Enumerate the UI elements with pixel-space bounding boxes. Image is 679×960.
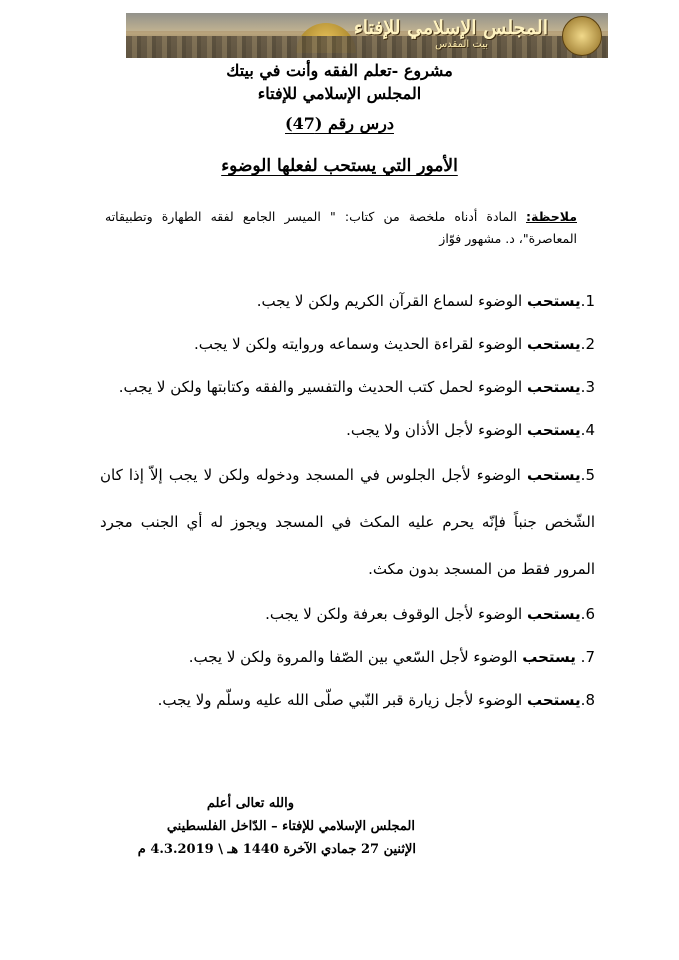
item-number: 8. <box>580 691 595 709</box>
lesson-number-wrap <box>0 114 679 134</box>
banner-subtitle: بيت المقدس <box>435 39 488 50</box>
list-item <box>100 593 595 636</box>
list-item <box>100 679 595 722</box>
item-keyword: يستحب <box>526 378 581 396</box>
item-text: الوضوء لسماع القرآن الكريم ولكن لا يجب. <box>256 292 527 310</box>
item-text: الوضوء لأجل السّعي بين الصّفا والمروة ولكن لا يجب. <box>188 648 523 666</box>
item-keyword: يستحب <box>522 648 576 666</box>
list-item <box>100 452 595 593</box>
list-item <box>100 280 595 323</box>
project-title: مشروع -تعلم الفقه وأنت في بيتك <box>226 61 453 80</box>
footer-date: الإثنين 27 جمادي الآخرة 1440 هـ \ 4.3.2019 م <box>137 842 416 857</box>
list-item <box>100 409 595 452</box>
item-number: 5. <box>580 466 595 484</box>
item-text: الوضوء لحمل كتب الحديث والتفسير والفقه وكتابتها ولكن لا يجب. <box>118 378 527 396</box>
item-number: 2. <box>580 335 595 353</box>
jerusalem-skyline-image <box>126 36 608 58</box>
item-text: الوضوء لأجل الجلوس في المسجد ودخوله ولكن لا يجب إلاّ إذا كان الشّخص جنباً فإنّه يحرم عليه المكث في المسجد ويجوز له أي الجنب مجرد المرور فقط من المسجد بدون مكث. <box>100 466 595 578</box>
banner-title: المجلس الإسلامي للإفتاء <box>353 17 548 39</box>
header-banner <box>126 13 608 58</box>
council-logo-icon <box>562 16 602 56</box>
item-keyword: يستحب <box>526 421 581 439</box>
item-text: الوضوء لأجل الوقوف بعرفة ولكن لا يجب. <box>265 605 527 623</box>
source-note <box>105 206 577 250</box>
item-keyword: يستحب <box>526 605 581 623</box>
list-item <box>100 636 595 679</box>
list-item <box>100 366 595 409</box>
council-name: المجلس الإسلامي للإفتاء <box>257 84 422 103</box>
item-text: الوضوء لقراءة الحديث وسماعه وروايته ولكن لا يجب. <box>193 335 527 353</box>
item-keyword: يستحب <box>526 691 581 709</box>
item-number: 7. <box>575 648 595 666</box>
lesson-number: درس رقم (47) <box>285 114 394 133</box>
closing-phrase: والله تعالى أعلم <box>206 796 294 811</box>
item-text: الوضوء لأجل الأذان ولا يجب. <box>346 421 527 439</box>
item-keyword: يستحب <box>526 466 581 484</box>
note-text: المادة أدناه ملخصة من كتاب: " الميسر الجامع لفقه الطهارة وتطبيقاته المعاصرة"، د. مشهور فوّاز <box>105 209 577 246</box>
item-keyword: يستحب <box>526 292 581 310</box>
item-text: الوضوء لأجل زيارة قبر النّبي صلّى الله عليه وسلّم ولا يجب. <box>157 691 527 709</box>
items-list <box>100 280 595 722</box>
lesson-title-wrap <box>0 156 679 176</box>
note-label: ملاحظة: <box>526 209 577 224</box>
list-item <box>100 323 595 366</box>
item-number: 6. <box>580 605 595 623</box>
item-number: 3. <box>580 378 595 396</box>
item-number: 4. <box>580 421 595 439</box>
item-number: 1. <box>580 292 595 310</box>
lesson-title: الأمور التي يستحب لفعلها الوضوء <box>221 156 458 176</box>
item-keyword: يستحب <box>526 335 581 353</box>
footer-council: المجلس الإسلامي للإفتاء – الدّاخل الفلسطيني <box>166 819 415 834</box>
